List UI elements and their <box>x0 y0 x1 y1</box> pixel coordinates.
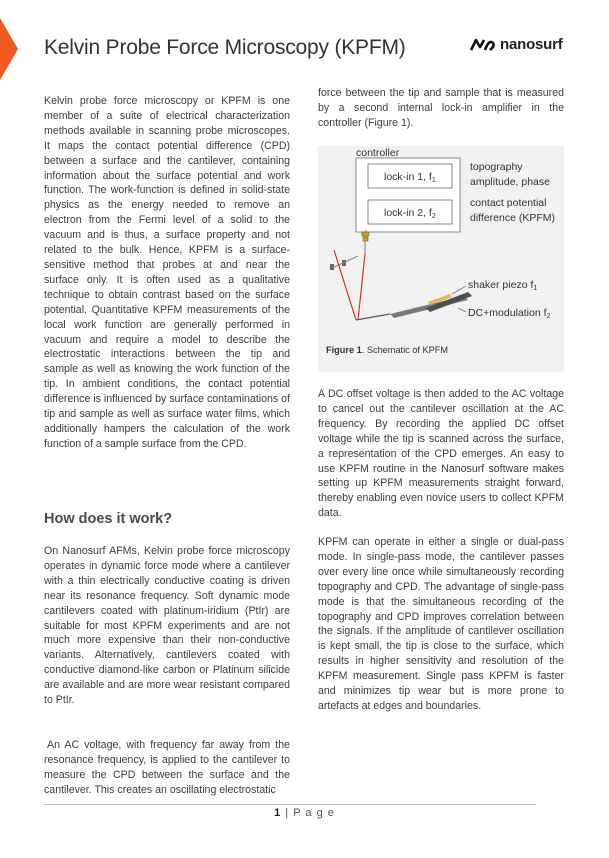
dc-label: DC+modulation f2 <box>468 307 551 320</box>
intro-paragraph <box>44 94 290 452</box>
page-label: | P a g e <box>281 807 335 819</box>
ac-voltage-paragraph <box>44 738 290 798</box>
how-it-works-text: On Nanosurf AFMs, Kelvin probe force microscopy operates in dynamic force mode where a cantilever with a thin electrically conductive coating is driven near its resonance frequency. Soft dynamic mode cantilevers coated with platinum-iridium (PtIr) are suitable for most KPFM experiments and are not much more expensive than their non-conductive variants. Alternatively, cantilevers coated with conductive diamond-like carbon or Platinum silicide are available and are more wear resistant compared to PtIr. <box>44 545 290 707</box>
dc-offset-text: A DC offset voltage is then added to the AC voltage to cancel out the cantilever oscillation at the AC frequency. By recording the applied DC offset voltage while the tip is scanned across the surface, a representation of the CPD emerges. An easy to use KPFM routine in the Nanosurf software makes setting up KPFM measurements straight forward, thereby enabling even novice users to collect KPFM data. <box>318 388 564 520</box>
single-pass-paragraph <box>318 535 564 714</box>
footer-divider <box>44 804 536 805</box>
page-title: Kelvin Probe Force Microscopy (KPFM) <box>44 36 406 59</box>
continued-paragraph <box>318 86 564 131</box>
single-pass-text: KPFM can operate in either a single or dual-pass mode. In single-pass mode, the cantilever passes over every line once while simultaneously recording topography and CPD. The advantage of single-pass mode is that the simultaneous recording of the topography and CPD improves correlation between the signals. If the amplitude of cantilever oscillation is kept small, the tip is close to the surface, which results in higher sensitivity and resolution of the KPFM measurement. Single pass KPFM is faster and minimizes tip wear but is more prone to artefacts at edges and boundaries. <box>318 536 564 712</box>
cpd-label-2: difference (KPFM) <box>470 212 555 224</box>
caption-bold: Figure 1 <box>326 345 362 355</box>
intro-text: Kelvin probe force microscopy or KPFM is one member of a suite of electrical characterization methods available in scanning probe microscopes. It maps the contact potential difference (CPD) between a surface and the cantilever, containing information about the surface potential and work function. The work-function is defined in solid-state physics as the energy needed to remove an electron from the Fermi level of a solid to the vacuum and is thus, a surface property and not related to the bulk. Hence, KPFM is a surface-sensitive method that probes at and near the surface only. It is often used as a qualitative technique to obtain contrast based on the surface potential. Quantitative KPFM measurements of the local work function are generally performed in vacuum and require a model to describe the electrostatic interactions between the tip and sample as well as knowing the work function of the tip. In ambient conditions, the contact potential difference is influenced by surface contaminations of tip and sample as well as surface water films, which additionally hampers the calculation of the work function of a sample surface from the CPD. <box>44 95 290 450</box>
topo-label-1: topography <box>470 161 523 173</box>
how-it-works-paragraph <box>44 544 290 708</box>
dc-offset-paragraph <box>318 387 564 521</box>
corner-accent <box>0 18 18 80</box>
controller-label: controller <box>356 147 400 159</box>
shaker-label: shaker piezo f1 <box>468 279 538 292</box>
page-footer <box>0 807 609 819</box>
figure-1 <box>318 146 564 372</box>
nanosurf-logo-icon <box>470 38 496 52</box>
topo-label-2: amplitude, phase <box>470 176 550 188</box>
page-number: 1 <box>274 807 282 819</box>
lockin-2-label: lock-in 2, f2 <box>384 207 436 220</box>
figure-caption <box>326 345 448 355</box>
nanosurf-logo <box>470 36 563 53</box>
ac-voltage-text: An AC voltage, with frequency far away from the resonance frequency, is applied to the cantilever to measure the CPD between the surface and the cantilever. This creates an oscillating electrostatic <box>44 739 290 796</box>
section-heading: How does it work? <box>44 511 173 527</box>
kpfm-schematic <box>318 146 564 342</box>
caption-text: . Schematic of KPFM <box>361 345 449 355</box>
cpd-label-1: contact potential <box>470 197 547 209</box>
lockin-1-label: lock-in 1, f1 <box>384 171 436 184</box>
logo-text: nanosurf <box>500 36 563 53</box>
continued-text: force between the tip and sample that is measured by a second internal lock-in amplifier in the controller (Figure 1). <box>318 87 564 129</box>
